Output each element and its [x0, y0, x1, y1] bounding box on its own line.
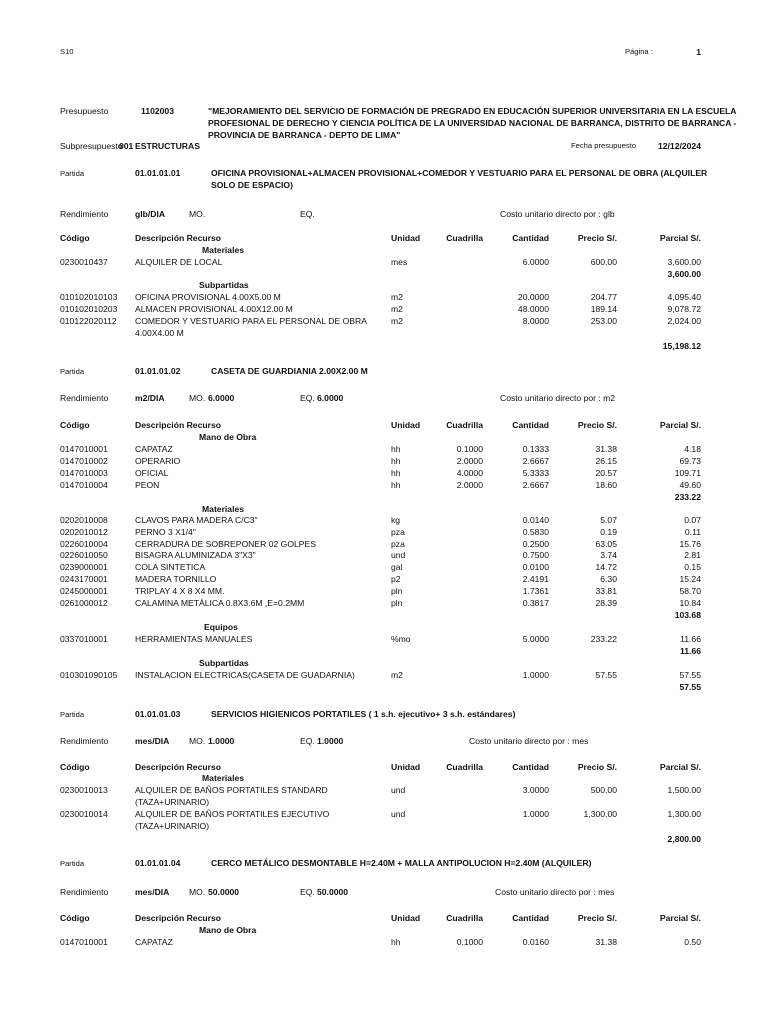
row-description: ALQUILER DE BAÑOS PORTATILES STANDARD: [135, 785, 328, 795]
row-code: 010102010203: [60, 304, 118, 314]
row-code: 0245000001: [60, 586, 108, 596]
row-unit: hh: [391, 456, 401, 466]
partida-title: CERCO METÁLICO DESMONTABLE H=2.40M + MALLA ANTIPOLUCION H=2.40M (ALQUILER): [211, 858, 592, 868]
row-code: 0230010437: [60, 257, 108, 267]
subpresupuesto-code: 001: [119, 141, 134, 151]
row-cuadrilla: 0.1000: [456, 937, 483, 947]
column-header-unidad: Unidad: [391, 233, 421, 243]
row-precio: 14.72: [595, 562, 617, 572]
fecha-value: 12/12/2024: [657, 141, 701, 151]
partida-label: Partida: [60, 710, 85, 719]
partida-total: 2,800.00: [667, 834, 701, 844]
row-description: CAPATAZ: [135, 444, 173, 454]
row-cantidad: 0.1333: [522, 444, 549, 454]
row-description: MADERA TORNILLO: [135, 574, 217, 584]
row-parcial: 4.18: [684, 444, 701, 454]
row-parcial: 1,300.00: [667, 809, 701, 819]
row-parcial: 10.84: [679, 598, 701, 608]
section-subpartidas: Subpartidas: [199, 658, 249, 668]
project-title-line3: PROVINCIA DE BARRANCA - DEPTO DE LIMA": [208, 130, 401, 140]
row-description: ALQUILER DE LOCAL: [135, 257, 223, 267]
row-parcial: 58.70: [679, 586, 701, 596]
row-cantidad: 0.2500: [522, 539, 549, 549]
row-cantidad: 2.6667: [522, 456, 549, 466]
eq-label: EQ.: [300, 393, 315, 403]
subtotal-materiales: 103.68: [674, 610, 701, 620]
partida-title-cont: SOLO DE ESPACIO): [211, 180, 293, 190]
partida-title: SERVICIOS HIGIENICOS PORTATILES ( 1 s.h. ejecutivo+ 3 s.h. estándares): [211, 709, 516, 719]
column-header-cantidad: Cantidad: [512, 233, 549, 243]
row-precio: 189.14: [590, 304, 617, 314]
rendimiento-label: Rendimiento: [60, 887, 109, 897]
row-cantidad: 0.7500: [522, 550, 549, 560]
project-title-line2: PROFESIONAL DE DERECHO Y CIENCIA POLÍTICA DE LA UNIVERSIDAD NACIONAL DE BARRANCA, DISTRITO DE BARRANCA -: [208, 118, 737, 128]
mo-label: MO.: [189, 393, 206, 403]
rendimiento-unit: mes/DIA: [135, 887, 170, 897]
row-code: 0147010003: [60, 468, 108, 478]
row-cantidad: 6.0000: [522, 257, 549, 267]
row-precio: 600.00: [590, 257, 617, 267]
row-description: COMEDOR Y VESTUARIO PARA EL PERSONAL DE OBRA: [135, 316, 367, 326]
row-code: 0147010001: [60, 937, 108, 947]
row-cantidad: 1.0000: [522, 670, 549, 680]
row-description: COLA SINTETICA: [135, 562, 206, 572]
row-description: ALMACEN PROVISIONAL 4.00X12.00 M: [135, 304, 293, 314]
section-equipos: Equipos: [204, 622, 238, 632]
rendimiento-label: Rendimiento: [60, 209, 109, 219]
partida-label: Partida: [60, 859, 85, 868]
row-precio: 0.19: [600, 527, 617, 537]
row-unit: hh: [391, 444, 401, 454]
column-header-cantidad: Cantidad: [512, 762, 549, 772]
row-unit: pza: [391, 527, 405, 537]
row-cuadrilla: 0.1000: [456, 444, 483, 454]
subtotal-mano-obra: 233.22: [674, 492, 701, 502]
row-unit: kg: [391, 515, 401, 525]
row-description: CAPATAZ: [135, 937, 173, 947]
row-precio: 31.38: [595, 937, 617, 947]
row-code: 0147010004: [60, 480, 108, 490]
row-description: BISAGRA ALUMINIZADA 3"X3": [135, 550, 256, 560]
row-parcial: 15.76: [679, 539, 701, 549]
row-description-cont: (TAZA+URINARIO): [135, 797, 210, 807]
eq-label: EQ.: [300, 209, 315, 219]
row-parcial: 0.11: [684, 527, 701, 537]
subpresupuesto-label: Subpresupuesto: [60, 141, 123, 151]
system-label: S10: [60, 47, 74, 56]
column-header-unidad: Unidad: [391, 762, 421, 772]
row-description: TRIPLAY 4 X 8 X4 MM.: [135, 586, 225, 596]
column-header-parcial: Parcial S/.: [659, 762, 701, 772]
row-code: 0230010014: [60, 809, 108, 819]
row-cuadrilla: 2.0000: [456, 480, 483, 490]
partida-title: CASETA DE GUARDIANIA 2.00X2.00 M: [211, 366, 368, 376]
subtotal-equipos: 11.66: [679, 646, 701, 656]
column-header-descripcion: Descripción Recurso: [135, 913, 221, 923]
column-header-unidad: Unidad: [391, 913, 421, 923]
costo-unitario: Costo unitario directo por : mes: [469, 736, 589, 746]
column-header-codigo: Código: [60, 913, 90, 923]
row-description-cont: 4.00X4.00 M: [135, 328, 184, 338]
partida-label: Partida: [60, 367, 85, 376]
section-materiales: Materiales: [202, 245, 245, 255]
section-mano-obra: Mano de Obra: [199, 925, 257, 935]
column-header-cuadrilla: Cuadrilla: [446, 762, 483, 772]
row-unit: hh: [391, 937, 401, 947]
row-description-cont: (TAZA+URINARIO): [135, 821, 210, 831]
column-header-parcial: Parcial S/.: [659, 233, 701, 243]
fecha-label: Fecha presupuesto: [571, 141, 637, 150]
row-unit: mes: [391, 257, 408, 267]
row-parcial: 57.55: [679, 670, 701, 680]
row-unit: und: [391, 809, 406, 819]
partida-code: 01.01.01.04: [135, 858, 181, 868]
row-description: HERRAMIENTAS MANUALES: [135, 634, 253, 644]
subpresupuesto-name: ESTRUCTURAS: [135, 141, 200, 151]
presupuesto-code: 1102003: [141, 106, 174, 116]
row-parcial: 49.60: [679, 480, 701, 490]
row-parcial: 15.24: [679, 574, 701, 584]
row-code: 0230010013: [60, 785, 108, 795]
column-header-codigo: Código: [60, 233, 90, 243]
eq-value: 50.0000: [317, 887, 349, 897]
row-parcial: 9,078.72: [667, 304, 701, 314]
rendimiento-label: Rendimiento: [60, 736, 109, 746]
costo-unitario: Costo unitario directo por : m2: [500, 393, 616, 403]
row-parcial: 0.15: [684, 562, 701, 572]
row-parcial: 3,600.00: [667, 257, 701, 267]
row-unit: und: [391, 550, 406, 560]
row-description: CLAVOS PARA MADERA C/C3": [135, 515, 258, 525]
row-precio: 31.38: [595, 444, 617, 454]
column-header-precio: Precio S/.: [577, 762, 617, 772]
row-precio: 3.74: [600, 550, 617, 560]
row-unit: pza: [391, 539, 405, 549]
row-cantidad: 2.4191: [522, 574, 549, 584]
row-precio: 28.39: [595, 598, 617, 608]
row-precio: 1,300.00: [583, 809, 617, 819]
row-description: OFICINA PROVISIONAL 4.00X5.00 M: [135, 292, 281, 302]
row-unit: hh: [391, 480, 401, 490]
row-cantidad: 20.0000: [517, 292, 549, 302]
row-cantidad: 1.0000: [522, 809, 549, 819]
row-parcial: 0.50: [684, 937, 701, 947]
row-code: 010301090105: [60, 670, 118, 680]
row-cantidad: 0.5830: [522, 527, 549, 537]
subtotal-subpartidas: 57.55: [679, 682, 701, 692]
column-header-codigo: Código: [60, 762, 90, 772]
partida-title: OFICINA PROVISIONAL+ALMACEN PROVISIONAL+COMEDOR Y VESTUARIO PARA EL PERSONAL DE OBRA (ALQUILER: [211, 168, 708, 178]
project-title-line1: "MEJORAMIENTO DEL SERVICIO DE FORMACIÓN DE PREGRADO EN EDUCACIÓN SUPERIOR UNIVERSITARIA EN LA ESCUELA: [208, 106, 737, 116]
row-code: 0226010004: [60, 539, 108, 549]
mo-label: MO.: [189, 209, 206, 219]
costo-unitario: Costo unitario directo por : glb: [500, 209, 615, 219]
row-code: 0239000001: [60, 562, 108, 572]
column-header-precio: Precio S/.: [577, 233, 617, 243]
row-cuadrilla: 4.0000: [456, 468, 483, 478]
row-cantidad: 8.0000: [522, 316, 549, 326]
row-parcial: 1,500.00: [667, 785, 701, 795]
row-unit: m2: [391, 316, 403, 326]
costo-unitario: Costo unitario directo por : mes: [495, 887, 615, 897]
row-precio: 26.15: [595, 456, 617, 466]
column-header-cantidad: Cantidad: [512, 913, 549, 923]
row-code: 0261000012: [60, 598, 108, 608]
rendimiento-unit: mes/DIA: [135, 736, 170, 746]
column-header-precio: Precio S/.: [577, 420, 617, 430]
row-code: 0147010002: [60, 456, 108, 466]
row-cuadrilla: 2.0000: [456, 456, 483, 466]
row-precio: 253.00: [590, 316, 617, 326]
subtotal-materiales: 3,600.00: [667, 269, 701, 279]
section-materiales: Materiales: [202, 504, 245, 514]
row-description: PERNO 3 X1/4": [135, 527, 196, 537]
row-unit: %mo: [391, 634, 411, 644]
row-precio: 5.07: [600, 515, 617, 525]
row-cantidad: 0.3817: [522, 598, 549, 608]
column-header-cuadrilla: Cuadrilla: [446, 233, 483, 243]
eq-label: EQ.: [300, 887, 315, 897]
row-cantidad: 0.0100: [522, 562, 549, 572]
eq-label: EQ.: [300, 736, 315, 746]
row-precio: 233.22: [590, 634, 617, 644]
row-cantidad: 5.0000: [522, 634, 549, 644]
rendimiento-unit: glb/DIA: [135, 209, 166, 219]
row-precio: 18.60: [595, 480, 617, 490]
column-header-cantidad: Cantidad: [512, 420, 549, 430]
mo-label: MO.: [189, 736, 206, 746]
row-code: 0202010012: [60, 527, 108, 537]
partida-code: 01.01.01.01: [135, 168, 181, 178]
row-description: CALAMINA METÁLICA 0.8X3.6M ,E=0.2MM: [135, 598, 305, 608]
row-precio: 204.77: [590, 292, 617, 302]
section-materiales: Materiales: [202, 773, 245, 783]
column-header-descripcion: Descripción Recurso: [135, 420, 221, 430]
column-header-parcial: Parcial S/.: [659, 420, 701, 430]
row-parcial: 69.73: [679, 456, 701, 466]
partida-code: 01.01.01.03: [135, 709, 181, 719]
row-description: INSTALACION ELECTRICAS(CASETA DE GUADARNIA): [135, 670, 355, 680]
row-unit: m2: [391, 670, 403, 680]
row-parcial: 2.81: [684, 550, 701, 560]
row-description: CERRADURA DE SOBREPONER 02 GOLPES: [135, 539, 316, 549]
row-code: 0337010001: [60, 634, 108, 644]
row-precio: 500.00: [590, 785, 617, 795]
row-parcial: 4,095.40: [667, 292, 701, 302]
row-unit: m2: [391, 304, 403, 314]
row-code: 0226010050: [60, 550, 108, 560]
page-label: Página :: [625, 47, 653, 56]
row-code: 0147010001: [60, 444, 108, 454]
page-number: 1: [696, 47, 701, 57]
rendimiento-unit: m2/DIA: [135, 393, 165, 403]
column-header-codigo: Código: [60, 420, 90, 430]
row-parcial: 2,024.00: [667, 316, 701, 326]
row-code: 010122020112: [60, 316, 117, 326]
section-mano-obra: Mano de Obra: [199, 432, 257, 442]
row-unit: pln: [391, 586, 403, 596]
column-header-parcial: Parcial S/.: [659, 913, 701, 923]
column-header-precio: Precio S/.: [577, 913, 617, 923]
row-cantidad: 3.0000: [522, 785, 549, 795]
rendimiento-label: Rendimiento: [60, 393, 109, 403]
partida-label: Partida: [60, 169, 85, 178]
column-header-descripcion: Descripción Recurso: [135, 762, 221, 772]
row-code: 0243170001: [60, 574, 108, 584]
row-unit: hh: [391, 468, 401, 478]
presupuesto-label: Presupuesto: [60, 106, 109, 116]
partida-code: 01.01.01.02: [135, 366, 181, 376]
column-header-unidad: Unidad: [391, 420, 421, 430]
row-code: 010102010103: [60, 292, 118, 302]
row-description: OPERARIO: [135, 456, 181, 466]
row-parcial: 109.71: [674, 468, 701, 478]
row-precio: 20.57: [595, 468, 617, 478]
row-precio: 6.30: [600, 574, 617, 584]
row-unit: pln: [391, 598, 403, 608]
row-cantidad: 5.3333: [522, 468, 549, 478]
row-description: PEON: [135, 480, 160, 490]
row-unit: p2: [391, 574, 401, 584]
eq-value: 1.0000: [317, 736, 344, 746]
row-cantidad: 1.7361: [522, 586, 549, 596]
row-unit: m2: [391, 292, 403, 302]
row-description: ALQUILER DE BAÑOS PORTATILES EJECUTIVO: [135, 809, 330, 819]
row-description: OFICIAL: [135, 468, 169, 478]
row-parcial: 11.66: [680, 634, 701, 644]
partida-total: 15,198.12: [662, 341, 701, 351]
eq-value: 6.0000: [317, 393, 344, 403]
row-code: 0202010008: [60, 515, 108, 525]
row-precio: 33.81: [595, 586, 617, 596]
mo-value: 1.0000: [208, 736, 235, 746]
row-unit: und: [391, 785, 406, 795]
column-header-cuadrilla: Cuadrilla: [446, 420, 483, 430]
column-header-cuadrilla: Cuadrilla: [446, 913, 483, 923]
row-precio: 57.55: [595, 670, 617, 680]
mo-label: MO.: [189, 887, 206, 897]
mo-value: 50.0000: [208, 887, 240, 897]
row-precio: 63.05: [595, 539, 617, 549]
row-unit: gal: [391, 562, 403, 572]
row-cantidad: 0.0140: [522, 515, 549, 525]
row-parcial: 0.07: [684, 515, 701, 525]
row-cantidad: 0.0160: [522, 937, 549, 947]
column-header-descripcion: Descripción Recurso: [135, 233, 221, 243]
section-subpartidas: Subpartidas: [199, 280, 249, 290]
mo-value: 6.0000: [208, 393, 235, 403]
row-cantidad: 2.6667: [522, 480, 549, 490]
row-cantidad: 48.0000: [517, 304, 549, 314]
